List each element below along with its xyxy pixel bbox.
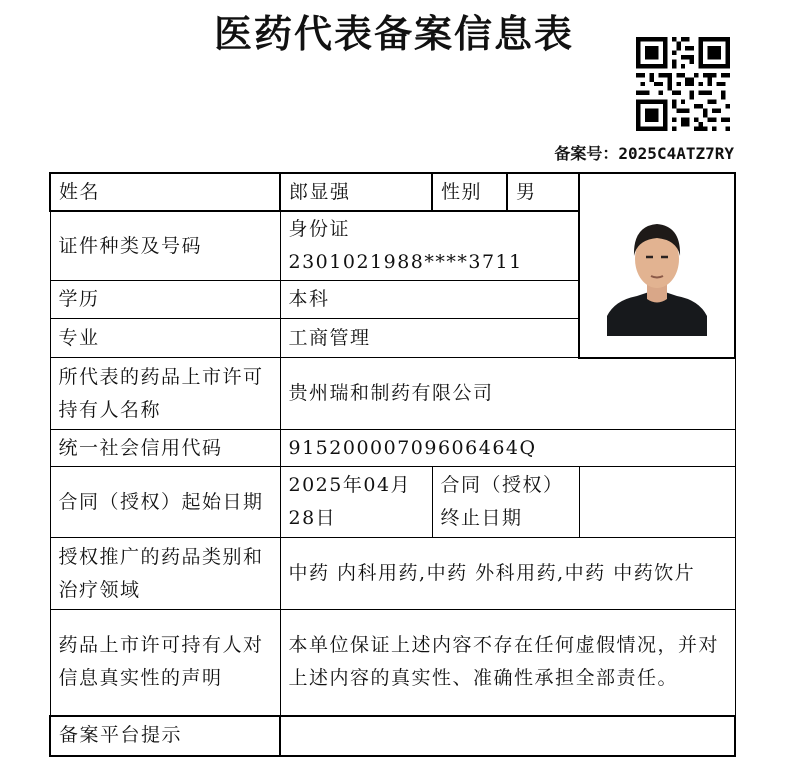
end-date-value <box>579 467 735 538</box>
holder-value: 贵州瑞和制药有限公司 <box>280 358 735 430</box>
table-row <box>50 538 735 610</box>
record-number-label: 备案号： <box>554 144 619 163</box>
name-label: 姓名 <box>50 173 280 211</box>
id-photo <box>607 204 707 336</box>
id-label: 证件种类及号码 <box>50 211 280 281</box>
table-row <box>50 358 735 430</box>
education-value: 本科 <box>280 281 579 319</box>
end-date-label: 合同（授权）终止日期 <box>432 467 579 538</box>
photo-cell <box>579 173 735 358</box>
start-date-value: 2025年04月28日 <box>280 467 432 538</box>
table-row <box>50 716 735 756</box>
gender-value: 男 <box>507 173 579 211</box>
info-table <box>49 172 736 757</box>
table-row <box>50 467 735 538</box>
gender-label: 性别 <box>432 173 507 211</box>
platform-label: 备案平台提示 <box>50 716 280 756</box>
record-number-value: 2025C4ATZ7RY <box>618 144 734 163</box>
credit-code-value: 91520000709606464Q <box>280 430 735 467</box>
major-label: 专业 <box>50 319 280 358</box>
holder-label: 所代表的药品上市许可持有人名称 <box>50 358 280 430</box>
table-row <box>50 430 735 467</box>
table-row <box>50 173 735 211</box>
record-number <box>554 142 734 166</box>
truncated-footer-text <box>52 729 292 735</box>
statement-label: 药品上市许可持有人对信息真实性的声明 <box>50 610 280 716</box>
id-value: 身份证 2301021988****3711 <box>280 211 579 281</box>
table-row <box>50 610 735 716</box>
qr-code <box>636 37 730 131</box>
name-value: 郎显强 <box>280 173 432 211</box>
credit-code-label: 统一社会信用代码 <box>50 430 280 467</box>
category-value: 中药 内科用药,中药 外科用药,中药 中药饮片 <box>280 538 735 610</box>
category-label: 授权推广的药品类别和治疗领域 <box>50 538 280 610</box>
major-value: 工商管理 <box>280 319 579 358</box>
statement-value: 本单位保证上述内容不存在任何虚假情况，并对上述内容的真实性、准确性承担全部责任。 <box>280 610 735 716</box>
education-label: 学历 <box>50 281 280 319</box>
start-date-label: 合同（授权）起始日期 <box>50 467 280 538</box>
page-title: 医药代表备案信息表 <box>213 11 574 56</box>
platform-value <box>280 716 735 756</box>
